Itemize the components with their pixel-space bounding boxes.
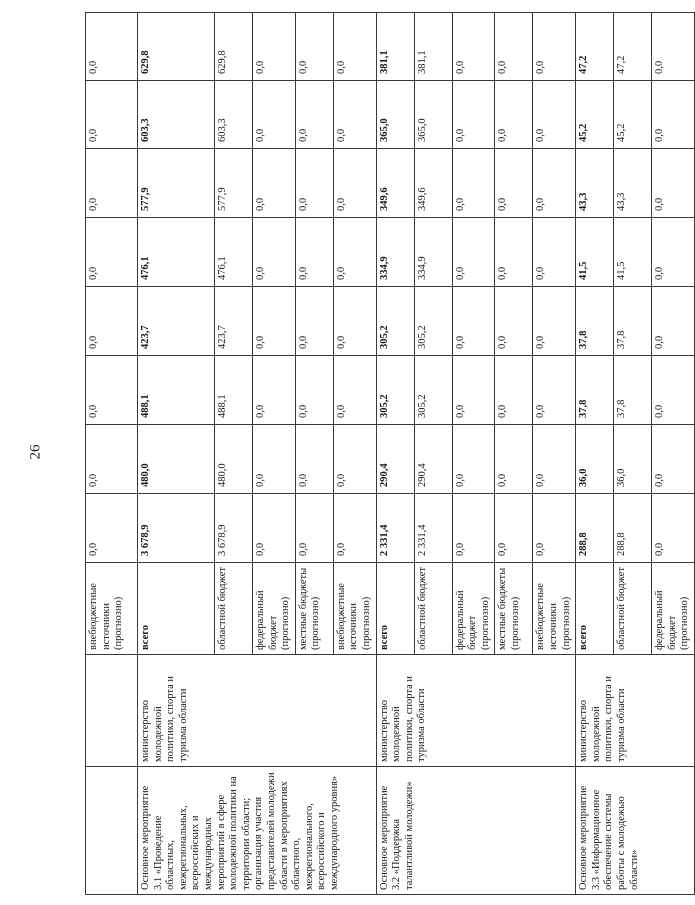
value-cell: 480,0 (215, 425, 253, 494)
value-cell: 0,0 (652, 356, 695, 425)
value-cell: 0,0 (495, 13, 533, 81)
value-cell: 2 331,4 (376, 494, 414, 563)
value-cell: 603,3 (215, 81, 253, 149)
value-cell: 0,0 (452, 287, 495, 356)
value-cell: 37,8 (576, 287, 614, 356)
value-cell: 0,0 (495, 356, 533, 425)
value-cell: 476,1 (215, 218, 253, 287)
value-cell: 37,8 (576, 356, 614, 425)
value-cell: 423,7 (138, 287, 215, 356)
value-cell: 0,0 (333, 218, 376, 287)
value-cell: 3 678,9 (138, 494, 215, 563)
value-cell: 381,1 (376, 13, 414, 81)
funding-source-cell: всего (376, 563, 414, 655)
table-row (86, 13, 138, 895)
value-cell: 0,0 (253, 149, 296, 218)
value-cell: 0,0 (333, 287, 376, 356)
value-cell: 349,6 (414, 149, 452, 218)
value-cell: 629,8 (215, 13, 253, 81)
value-cell: 0,0 (495, 81, 533, 149)
value-cell: 36,0 (576, 425, 614, 494)
value-cell: 0,0 (253, 13, 296, 81)
value-cell: 290,4 (414, 425, 452, 494)
value-cell: 0,0 (86, 494, 138, 563)
activity-cell: Основное мероприятие 3.2 «Поддержка талантливой молодежи» (376, 767, 576, 895)
budget-table (85, 12, 695, 895)
value-cell: 0,0 (295, 13, 333, 81)
value-cell: 488,1 (215, 356, 253, 425)
value-cell: 0,0 (295, 149, 333, 218)
value-cell: 349,6 (376, 149, 414, 218)
value-cell: 0,0 (86, 81, 138, 149)
value-cell: 476,1 (138, 218, 215, 287)
value-cell: 365,0 (414, 81, 452, 149)
executor-cell (86, 655, 138, 767)
value-cell: 0,0 (533, 425, 576, 494)
value-cell: 0,0 (533, 356, 576, 425)
value-cell: 47,2 (576, 13, 614, 81)
value-cell: 0,0 (253, 218, 296, 287)
value-cell: 37,8 (614, 287, 652, 356)
value-cell: 43,3 (614, 149, 652, 218)
value-cell: 45,2 (614, 81, 652, 149)
value-cell: 0,0 (652, 13, 695, 81)
value-cell: 0,0 (253, 287, 296, 356)
value-cell: 0,0 (333, 149, 376, 218)
executor-cell: министерство молодежной политики, спорта и туризма области (576, 655, 695, 767)
value-cell: 0,0 (333, 494, 376, 563)
value-cell: 0,0 (652, 218, 695, 287)
value-cell: 47,2 (614, 13, 652, 81)
value-cell: 0,0 (533, 494, 576, 563)
value-cell: 0,0 (495, 494, 533, 563)
value-cell: 365,0 (376, 81, 414, 149)
value-cell: 423,7 (215, 287, 253, 356)
value-cell: 0,0 (295, 218, 333, 287)
value-cell: 0,0 (452, 13, 495, 81)
funding-source-cell: внебюджетные источники (прогнозно) (533, 563, 576, 655)
value-cell: 305,2 (414, 356, 452, 425)
value-cell: 0,0 (533, 218, 576, 287)
table-row (576, 13, 614, 895)
value-cell: 0,0 (533, 81, 576, 149)
funding-source-cell: областной бюджет (414, 563, 452, 655)
value-cell: 0,0 (533, 149, 576, 218)
value-cell: 0,0 (86, 287, 138, 356)
executor-cell: министерство молодежной политики, спорта и туризма области (138, 655, 377, 767)
value-cell: 0,0 (295, 81, 333, 149)
value-cell: 0,0 (86, 149, 138, 218)
budget-table-body (86, 13, 695, 895)
value-cell: 0,0 (86, 425, 138, 494)
value-cell: 0,0 (333, 425, 376, 494)
value-cell: 0,0 (295, 494, 333, 563)
value-cell: 0,0 (253, 494, 296, 563)
value-cell: 0,0 (652, 425, 695, 494)
activity-cell: Основное мероприятие 3.3 «Информационное обеспечение системы работы с молодежью области» (576, 767, 695, 895)
value-cell: 480,0 (138, 425, 215, 494)
value-cell: 288,8 (614, 494, 652, 563)
value-cell: 0,0 (452, 356, 495, 425)
value-cell: 0,0 (452, 425, 495, 494)
value-cell: 603,3 (138, 81, 215, 149)
value-cell: 0,0 (452, 218, 495, 287)
funding-source-cell: федеральный бюджет (прогнозно) (253, 563, 296, 655)
value-cell: 0,0 (295, 356, 333, 425)
value-cell: 0,0 (86, 218, 138, 287)
funding-source-cell: федеральный бюджет (прогнозно) (652, 563, 695, 655)
value-cell: 0,0 (452, 81, 495, 149)
value-cell: 290,4 (376, 425, 414, 494)
value-cell: 37,8 (614, 356, 652, 425)
value-cell: 488,1 (138, 356, 215, 425)
funding-source-cell: местные бюджеты (прогнозно) (295, 563, 333, 655)
value-cell: 0,0 (253, 356, 296, 425)
value-cell: 0,0 (533, 287, 576, 356)
value-cell: 305,2 (414, 287, 452, 356)
value-cell: 2 331,4 (414, 494, 452, 563)
value-cell: 43,3 (576, 149, 614, 218)
page-number: 26 (27, 444, 44, 460)
value-cell: 0,0 (253, 81, 296, 149)
table-row (138, 13, 215, 895)
value-cell: 0,0 (533, 13, 576, 81)
funding-source-cell: всего (138, 563, 215, 655)
value-cell: 577,9 (215, 149, 253, 218)
funding-source-cell: федеральный бюджет (прогнозно) (452, 563, 495, 655)
value-cell: 0,0 (333, 81, 376, 149)
activity-cell: Основное мероприятие 3.1 «Проведение областных, межрегиональных, всероссийских и международных мероприятий в сфере молодежной политики на территории области; организация участия представителей молодежи области в мероприятиях областного, межрегионального, всероссийского и международного уровня» (138, 767, 377, 895)
value-cell: 41,5 (614, 218, 652, 287)
value-cell: 0,0 (495, 425, 533, 494)
value-cell: 0,0 (652, 494, 695, 563)
value-cell: 305,2 (376, 356, 414, 425)
value-cell: 334,9 (414, 218, 452, 287)
rotated-table-container (85, 13, 691, 895)
value-cell: 0,0 (652, 81, 695, 149)
value-cell: 305,2 (376, 287, 414, 356)
funding-source-cell: местные бюджеты (прогнозно) (495, 563, 533, 655)
executor-cell: министерство молодежной политики, спорта и туризма области (376, 655, 576, 767)
value-cell: 0,0 (495, 149, 533, 218)
value-cell: 0,0 (495, 287, 533, 356)
value-cell: 0,0 (333, 13, 376, 81)
value-cell: 0,0 (652, 287, 695, 356)
value-cell: 629,8 (138, 13, 215, 81)
funding-source-cell: областной бюджет (215, 563, 253, 655)
value-cell: 0,0 (452, 494, 495, 563)
value-cell: 577,9 (138, 149, 215, 218)
funding-source-cell: областной бюджет (614, 563, 652, 655)
value-cell: 0,0 (253, 425, 296, 494)
value-cell: 334,9 (376, 218, 414, 287)
value-cell: 381,1 (414, 13, 452, 81)
value-cell: 0,0 (86, 13, 138, 81)
value-cell: 0,0 (333, 356, 376, 425)
value-cell: 0,0 (452, 149, 495, 218)
value-cell: 45,2 (576, 81, 614, 149)
value-cell: 0,0 (652, 149, 695, 218)
value-cell: 3 678,9 (215, 494, 253, 563)
value-cell: 288,8 (576, 494, 614, 563)
table-row (376, 13, 414, 895)
funding-source-cell: всего (576, 563, 614, 655)
funding-source-cell: внебюджетные источники (прогнозно) (333, 563, 376, 655)
activity-cell (86, 767, 138, 895)
value-cell: 36,0 (614, 425, 652, 494)
value-cell: 41,5 (576, 218, 614, 287)
value-cell: 0,0 (295, 287, 333, 356)
funding-source-cell: внебюджетные источники (прогнозно) (86, 563, 138, 655)
value-cell: 0,0 (295, 425, 333, 494)
value-cell: 0,0 (495, 218, 533, 287)
value-cell: 0,0 (86, 356, 138, 425)
